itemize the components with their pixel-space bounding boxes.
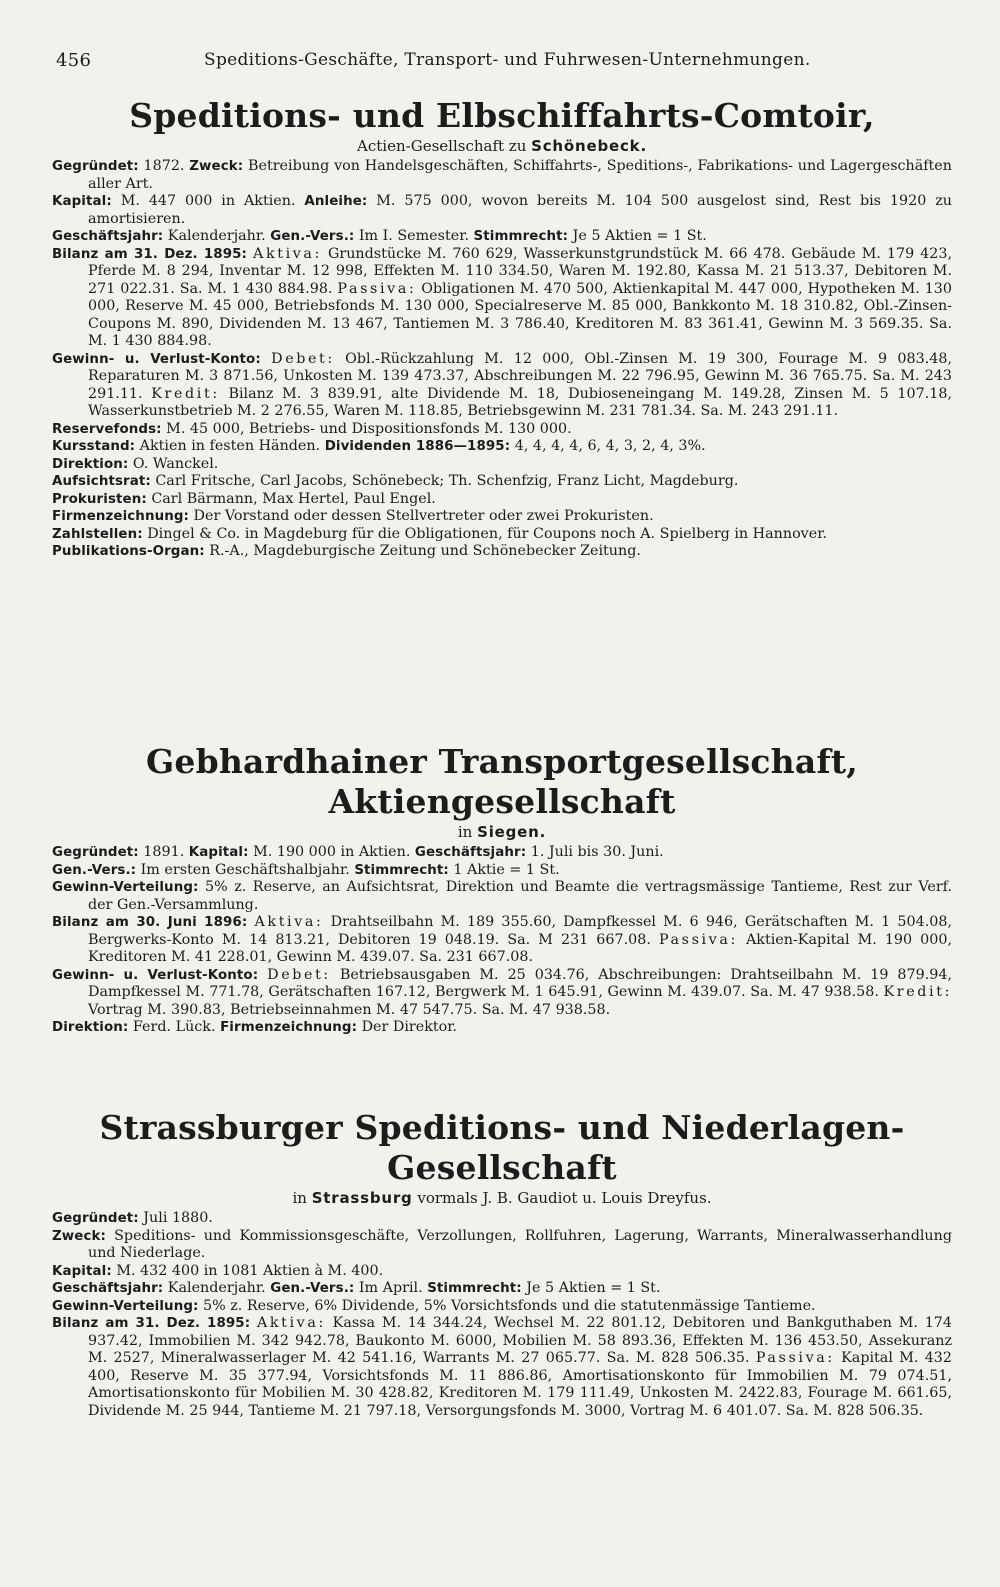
page-number: 456 [56, 50, 92, 71]
company-subtitle [52, 1188, 952, 1208]
company-title: Gebhardhainer Transportgesellschaft, Aktiengesellschaft [146, 742, 858, 821]
company-section-2 [52, 742, 952, 1037]
entry-geschaeftsjahr: Geschäftsjahr: Kalenderjahr. Gen.-Vers.: Im I. Semester. Stimmrecht: Je 5 Aktien = 1 St. [52, 228, 707, 244]
subtitle-prefix: in [292, 1189, 307, 1207]
entry-zahlstellen: Zahlstellen: Dingel & Co. in Magdeburg für die Obligationen, für Coupons noch A. Spielberg in Hannover. [52, 525, 828, 542]
entry-aufsichtsrat: Aufsichtsrat: Carl Fritsche, Carl Jacobs, Schönebeck; Th. Schenfzig, Franz Licht, Magdeburg. [52, 473, 739, 489]
subtitle-place: Siegen. [477, 823, 547, 841]
entry-direktion: Direktion: Ferd. Lück. Firmenzeichnung: Der Direktor. [52, 1019, 458, 1035]
company-section-1 [52, 96, 952, 561]
company-subtitle [52, 136, 952, 156]
company-section-3 [52, 1108, 952, 1420]
entry-kapital: Kapital: M. 447 000 in Aktien. Anleihe: M. 575 000, wovon bereits M. 104 500 ausgelost sind, Rest bis 1920 zu amortisieren. [52, 193, 952, 227]
entry-gen-vers: Gen.-Vers.: Im ersten Geschäftshalbjahr. Stimmrecht: 1 Aktie = 1 St. [52, 861, 560, 878]
entry-prokuristen: Prokuristen: Carl Bärmann, Max Hertel, Paul Engel. [52, 490, 436, 507]
entry-kursstand: Kursstand: Aktien in festen Händen. Dividenden 1886—1895: 4, 4, 4, 4, 6, 4, 3, 2, 4, 3%. [52, 438, 706, 454]
entry-geschaeftsjahr: Geschäftsjahr: Kalenderjahr. Gen.-Vers.: Im April. Stimmrecht: Je 5 Aktien = 1 St. [52, 1280, 661, 1296]
entry-gegruendet: Gegründet: 1872. Zweck: Betreibung von Handelsgeschäften, Schiffahrts-, Speditions-, Fabrikations- und Lagergeschäften aller Art. [52, 158, 952, 192]
company-title: Speditions- und Elbschiffahrts-Comtoir, [129, 96, 875, 135]
entry-gegruendet: Gegründet: 1891. Kapital: M. 190 000 in Aktien. Geschäftsjahr: 1. Juli bis 30. Juni. [52, 844, 664, 860]
company-title: Strassburger Speditions- und Niederlagen-Gesellschaft [99, 1108, 905, 1187]
entry-gewinn-verlust: Gewinn- u. Verlust-Konto: Debet: Betriebsausgaben M. 25 034.76, Abschreibungen: Drahtseilbahn M. 19 879.94, Dampfkessel M. 771.78, Gerätschaften 167.12, Bergwerk M. 1 645.91, Gewinn M. 439.07. Sa. M. 47 938.58. Kredit: Vortrag M. 390.83, Betriebseinnahmen M. 47 547.75. Sa. M. 47 938.58. [52, 966, 952, 1018]
subtitle-place: Schönebeck. [531, 137, 647, 155]
entry-firmenzeichnung: Firmenzeichnung: Der Vorstand oder dessen Stellvertreter oder zwei Prokuristen. [52, 508, 654, 524]
entry-gewinn-verteilung: Gewinn-Verteilung: 5% z. Reserve, an Aufsichtsrat, Direktion und Beamte die vertragsmässige Tantieme, Rest zur Verf. der Gen.-Versammlung. [52, 879, 952, 913]
entry-bilanz: Bilanz am 30. Juni 1896: Aktiva: Drahtseilbahn M. 189 355.60, Dampfkessel M. 6 946, Gerätschaften M. 1 504.08, Bergwerks-Konto M. 14 813.21, Debitoren 19 048.19. Sa. M 231 667.08. Passiva: Aktien-Kapital M. 190 000, Kreditoren M. 41 228.01, Gewinn M. 439.07. Sa. 231 667.08. [52, 914, 952, 965]
subtitle-place: Strassburg [311, 1189, 413, 1207]
entry-bilanz: Bilanz am 31. Dez. 1895: Aktiva: Grundstücke M. 760 629, Wasserkunstgrundstück M. 66 478. Gebäude M. 179 423, Pferde M. 8 294, Inventar M. 12 998, Effekten M. 110 334.50, Waren M. 192.80, Kassa M. 21 513.37, Debitoren M. 271 022.31. Sa. M. 1 430 884.98. Passiva: Obligationen M. 470 500, Aktienkapital M. 447 000, Hypotheken M. 130 000, Reserve M. 45 000, Betriebsfonds M. 130 000, Specialreserve M. 85 000, Bankkonto M. 18 310.82, Obl.-Zinsen-Coupons M. 890, Dividenden M. 13 467, Tantiemen M. 3 786.40, Kreditoren M. 83 361.41, Gewinn M. 3 569.35. Sa. M. 1 430 884.98. [52, 245, 952, 349]
entry-zweck: Zweck: Speditions- und Kommissionsgeschäfte, Verzollungen, Rollfuhren, Lagerung, Warrants, Mineralwasserhandlung und Niederlage. [52, 1227, 952, 1261]
entry-publikations-organ: Publikations-Organ: R.-A., Magdeburgische Zeitung und Schönebecker Zeitung. [52, 543, 641, 559]
entry-gegruendet: Gegründet: Juli 1880. [52, 1210, 213, 1226]
company-subtitle [52, 822, 952, 842]
running-title: Speditions-Geschäfte, Transport- und Fuhrwesen-Unternehmungen. [204, 50, 811, 70]
entry-gewinn-verlust: Gewinn- u. Verlust-Konto: Debet: Obl.-Rückzahlung M. 12 000, Obl.-Zinsen M. 19 300, Fourage M. 9 083.48, Reparaturen M. 3 871.56, Unkosten M. 139 473.37, Abschreibungen M. 22 796.95, Gewinn M. 36 765.75. Sa. M. 243 291.11. Kredit: Bilanz M. 3 839.91, alte Dividende M. 18, Dubioseneingang M. 149.28, Zinsen M. 5 107.18, Wasserkunstbetrieb M. 2 276.55, Waren M. 118.85, Betriebsgewinn M. 231 781.34. Sa. M. 243 291.11. [52, 350, 952, 419]
subtitle-prefix: Actien-Gesellschaft zu [357, 137, 527, 155]
entry-gewinn-verteilung: Gewinn-Verteilung: 5% z. Reserve, 6% Dividende, 5% Vorsichtsfonds und die statutenmässige Tantieme. [52, 1297, 816, 1314]
subtitle-prefix: in [457, 823, 473, 841]
subtitle-suffix: vormals J. B. Gaudiot u. Louis Dreyfus. [412, 1189, 712, 1207]
entry-reservefonds: Reservefonds: M. 45 000, Betriebs- und Dispositionsfonds M. 130 000. [52, 420, 572, 437]
entry-kapital: Kapital: M. 432 400 in 1081 Aktien à M. 400. [52, 1262, 384, 1279]
entry-direktion: Direktion: O. Wanckel. [52, 455, 219, 472]
entry-bilanz: Bilanz am 31. Dez. 1895: Aktiva: Kassa M. 14 344.24, Wechsel M. 22 801.12, Debitoren und Bankguthaben M. 174 937.42, Immobilien M. 342 942.78, Baukonto M. 6000, Mobilien M. 58 893.36, Effekten M. 136 453.50, Assekuranz M. 2527, Mineralwasserlager M. 42 541.16, Warrants M. 27 065.77. Sa. M. 828 506.35. Passiva: Kapital M. 432 400, Reserve M. 35 377.94, Vorsichtsfonds M. 11 886.86, Amortisationskonto für Immobilien M. 79 074.51, Amortisationskonto für Mobilien M. 30 428.82, Kreditoren M. 179 111.49, Unkosten M. 2422.83, Fourage M. 661.65, Dividende M. 25 944, Tantieme M. 21 797.18, Versorgungsfonds M. 3000, Vortrag M. 6 401.07. Sa. M. 828 506.35. [52, 1315, 952, 1419]
